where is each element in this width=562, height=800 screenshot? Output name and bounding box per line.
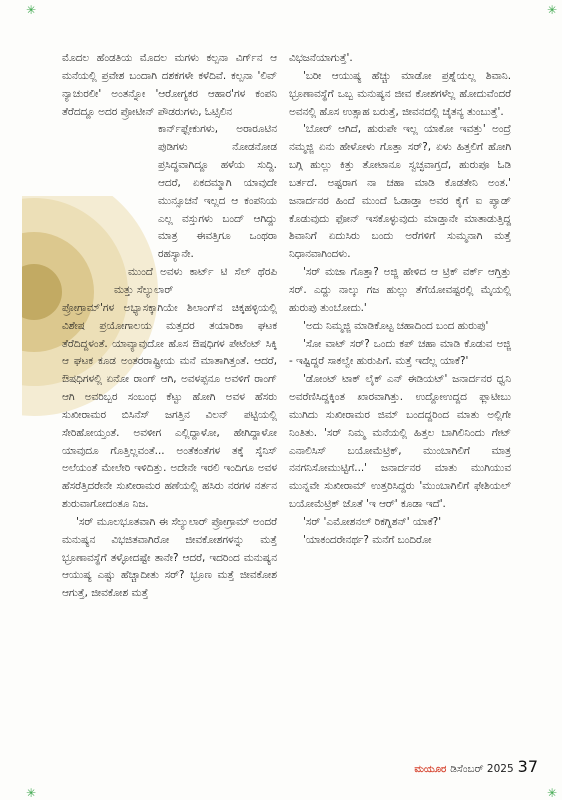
body-paragraph: ಮುಂದೆ ಅವಳು ಕಾರ್ಟ್ ಟಿ ಸೆಲ್ ಥೆರಪಿ ಮತ್ತು ಸೆಲ್ಯುಲಾರ್ (114, 266, 277, 296)
page-number: 37 (517, 757, 538, 776)
registration-mark-icon: ✳ (547, 786, 558, 800)
body-paragraph: 'ಯಾಕಂದರೇನರ್ಥ? ಮನೆಗೆ ಬಂದಿರೋ (303, 533, 432, 546)
body-paragraph: 'ಅದು ನಿಮ್ಮಜ್ಜಿ ಮಾಡಿಕೊಟ್ಟ ಚಹಾದಿಂದ ಬಂದ ಹುರುಪು' (303, 319, 489, 332)
body-paragraph: 'ಬರೀ ಆಯುಷ್ಯ ಹೆಚ್ಚು ಮಾಡೋ ಪ್ರಶ್ನೆಯಲ್ಲ ಶಿವಾನಿ. ಭ್ರೂಣಾವಸ್ಥೆಗೆ ಒಬ್ಬ ಮನುಷ್ಯನ ಜೀವ ಕೋಶಗಳೆಲ್ಲ ಹೋದುವೆಂದರೆ ಅವನಲ್ಲಿ ಹೊಸ ಉತ್ಸಾಹ ಬರುತ್ತೆ, ಜೀವನದಲ್ಲಿ ಚೈತನ್ಯ ತುಂಬುತ್ತೆ'. (289, 69, 511, 118)
body-paragraph: 'ಸರ್ 'ಎಮೋಶನಲ್ ರಿಕಗ್ನಿಶನ್' ಯಾಕೆ?' (303, 515, 442, 528)
body-paragraph: ಮೊದಲ ಹೆಂಡತಿಯ ಮೊದಲ ಮಗಳು ಕಲ್ಪನಾ ವಿರ್ಗ್‌ನ ಆ ಮನೆಯಲ್ಲಿ ಪ್ರವೇಶ ಬಂದಾಗಿ ದಶಕಗಳೇ ಕಳೆದಿವೆ. ಕಲ್ಪನಾ 'ಲಿವ್ ನ್ಯಾಚುರಲೀ' ಅಂತನ್ನೋ 'ಆರೋಗ್ಯಕರ ಆಹಾರ'ಗಳ ಕಂಪನಿ ತೆರೆದದ್ದೂ ಅದರ ಪ್ರೋಟೀನ್ ಪೌಡರುಗಳು, ಓಟ್ಸಿಲಿನ (62, 52, 277, 118)
body-paragraph: ವಿಭಜನೆಯಾಗುತ್ತೆ'. (289, 52, 353, 64)
registration-mark-icon: ✳ (26, 786, 37, 800)
body-paragraph: 'ಬೋರ್ ಆಗಿದೆ, ಹುರುಪೇ ಇಲ್ಲ ಯಾಕೋ ಇವತ್ತು' ಅಂದ್ರೆ ನಮ್ಮಜ್ಜಿ ಏನು ಹೇಳೋಳು ಗೊತ್ತಾ ಸರ್?, ಏಳು ಹಿತ್ತಲಿಗೆ ಹೋಗಿ ಬಗ್ಗಿ ಹುಲ್ಲು ಕಿತ್ತು ತೋಟಾನೂ ಸ್ವಚ್ಛವಾಗ್ತದೆ, ಹುರುಪೂ ಓಡಿ ಬರ್ತದೆ. ಅಷ್ಟರಾಗ ನಾ ಚಹಾ ಮಾಡಿ ಕೊಡತೇನಿ ಅಂತ.' ಜನಾರ್ದನರ ಹಿಂದೆ ಮುಂದೆ ಓಡಾಡ್ತಾ ಅವರ ಕೈಗೆ ಐ ಪ್ಯಾಡ್ ಕೊಡುವುದು ಫೋನ್ ಇಸಕೊಳ್ಳುವುದು ಮಾಡ್ತಾನೇ ಮಾತಾಡುತ್ತಿದ್ದ ಶಿವಾನಿಗೆ ಏದುಸಿರು ಬಂದು ಅರೆಗಳಿಗೆ ಸುಮ್ಮನಾಗಿ ಮತ್ತೆ ನಿಧಾನವಾಗಿಂದಳು. (289, 123, 511, 261)
body-paragraph: ಕಾರ್ನ್‌ಫ್ಲೇಕುಗಳು, ಅರಾರೂಟಿನ ಪುಡಿಗಳು ನೋಡನೋಡ ಪ್ರಸಿದ್ಧವಾಗಿದ್ದೂ ಹಳೆಯ ಸುದ್ದಿ. ಆದರೆ, ಏಕದಮ್ಮಾಗಿ ಯಾವುದೇ ಮುನ್ಸೂಚನೆ ಇಲ್ಲದ ಆ ಕಂಪನಿಯ ಎಲ್ಲ ವಸ್ತುಗಳು ಬಂದ್ ಆಗಿದ್ದು ಮಾತ್ರ ಈವತ್ತಿಗೂ ಒಂಥರಾ ರಹಸ್ಯಾನೇ. (158, 123, 277, 261)
article-column-left (62, 50, 277, 603)
body-paragraph: 'ಸರ್ ಮೂಲಭೂತವಾಗಿ ಈ ಸೆಲ್ಯುಲಾರ್ ಪ್ರೋಗ್ರಾಮ್ ಅಂದರೆ ಮನುಷ್ಯನ ವಿಭಜಿತವಾಗಿರೋ ಜೀವಕೋಶಗಳನ್ನು ಮತ್ತೆ ಭ್ರೂಣಾವಸ್ಥೆಗೆ ತಳ್ಳೋದಷ್ಟೇ ತಾನೇ? ಆದರೆ, ಇದರಿಂದ ಮನುಷ್ಯನ ಆಯುಷ್ಯ ಎಷ್ಟು ಹೆಚ್ಚಾದೀತು ಸರ್? ಭ್ರೂಣ ಮತ್ತೆ ಜೀವಕೋಶ ಆಗುತ್ತೆ, ಜೀವಕೋಶ ಮತ್ತೆ (62, 515, 277, 600)
registration-mark-icon: ✳ (547, 3, 558, 17)
issue-date: ಡಿಸೆಂಬರ್ 2025 (450, 763, 514, 775)
article-column-right (289, 50, 511, 550)
body-paragraph: ಪ್ರೋಗ್ರಾಮ್'ಗಳ ಅಭ್ಯಾಸಕ್ಕಾಗಿಯೇ ಶಿಲಾಂಗ್‌ನ ಚಿಕ್ಕಹಳ್ಳಿಯಲ್ಲಿ ವಿಶೇಷ ಪ್ರಯೋಗಾಲಯ ಮತ್ತದರ ತಯಾರಿಕಾ ಘಟಕ ತೆರೆದಿದ್ದಳಂತೆ. ಯಾವ್ಯಾವುದೋ ಹೊಸ ಔಷಧಿಗಳ ಪೇಟೆಂಟ್ ಸಿಕ್ಕಿ ಆ ಘಟಕ ಕೂಡ ಅಂತರರಾಷ್ಟ್ರೀಯ ಮನೆ ಮಾತಾಗಿತ್ತಂತೆ. ಆದರೆ, ಔಷಧಿಗಳಲ್ಲಿ ಏನೋ ರಾಂಗ್ ಆಗಿ, ಅವಳಪ್ಪನೂ ಅವಳಿಗೆ ರಾಂಗ್ ಆಗಿ ಅವರಿಬ್ಬರ ಸಂಬಂಧ ಕೆಟ್ಟು ಹೋಗಿ ಅವಳ ಹೆಸರು ಸುಖೀರಾಮರ ಬಿಸಿನೆಸ್ ಜಗತ್ತಿನ ವಿಲನ್ ಪಟ್ಟಿಯಲ್ಲಿ ಸೇರಿಹೋಯ್ತಂತೆ. ಅವಳೀಗ ಎಲ್ಲಿದ್ದಾಳೋ, ಹೇಗಿದ್ದಾಳೋ ಯಾವುದೂ ಗೊತ್ತಿಲ್ಲವಂತೆ... ಅಂತೆಕಂತೆಗಳ ತಕ್ಕೆ ಸ್ಕೆನಿಸ್ ಅಲೆಯಂತೆ ಮೇಲೇರಿ ಇಳಿದಿತ್ತು. ಅದೇನೇ ಇರಲಿ ಇಂದಿಗೂ ಅವಳ ಹೆಸರೆತ್ತಿದರೇನೇ ಸುಖೀರಾಮರ ಹಣೆಯಲ್ಲಿ ಹಸಿರು ನರಗಳ ನರ್ತನ ಶುರುವಾಗೋದಂತೂ ನಿಜ. (62, 301, 277, 511)
body-paragraph: 'ಸೋ ವಾಟ್ ಸರ್? ಒಂದು ಕಪ್ ಚಹಾ ಮಾಡಿ ಕೊಡುವ ಅಜ್ಜಿ - ಇಷ್ಟಿದ್ದರೆ ಸಾಕಲ್ವೇ ಹುರುಪಿಗೆ. ಮತ್ತೆ ಇದೆಲ್ಲ ಯಾಕೆ?' (289, 337, 511, 368)
page-footer (414, 757, 538, 776)
body-paragraph: 'ಡೋಂಟ್ ಟಾಕ್ ಲೈಕ್ ಎನ್ ಈಡಿಯಟ್' ಜನಾರ್ದನರ ಧ್ವನಿ ಅವರೆಣಿಸಿದ್ದಕ್ಕಿಂತ ಖಾರವಾಗಿತ್ತು. ಉದ್ದೋಉದ್ದದ ಫ್ಲಾಟೀಬು ಮುಗಿದು ಸುಖೀರಾಮರ ಜಿಮ್ ಬಂದದ್ದರಿಂದ ಮಾತು ಅಲ್ಲಿಗೇ ನಿಂತಿತು. 'ಸರ್ ನಿಮ್ಮ ಮನೆಯಲ್ಲಿ ಹಿತ್ತಲ ಬಾಗಿಲಿನಿಂದು ಗೇಟ್ ಎನಾಲಿಸಿಸ್ ಬಯೋಮೆಟ್ರಿಕ್, ಮುಂಬಾಗಿಲಿಗೆ ಮಾತ್ರ ನನಗನಿಸೋಮುಟ್ಟಿಗೆ...' ಜನಾರ್ದನರ ಮಾತು ಮುಗಿಯುವ ಮುನ್ನವೇ ಸುಖೀರಾಮ್ ಉತ್ತರಿಸಿದ್ದರು 'ಮುಂಬಾಗಿಲಿಗೆ ಫೇಶಿಯಲ್ ಬಯೋಮೆಟ್ರಿಕ್ ಜೊತೆ 'ಇ ಆರ್' ಕೂಡಾ ಇದೆ'. (289, 373, 511, 511)
magazine-name: ಮಯೂರ (414, 764, 447, 775)
body-paragraph: 'ಸರ್ ಮಜಾ ಗೊತ್ತಾ? ಅಜ್ಜಿ ಹೇಳಿದ ಆ ಟ್ರಿಕ್ ವರ್ಕ್ ಆಗ್ತಿತ್ತು ಸರ್. ಎದ್ದು ನಾಲ್ಕು ಗಜ ಹುಲ್ಲು ತೆಗೆಯೋವಷ್ಟರಲ್ಲಿ ಮೈಯಲ್ಲಿ ಹುರುಪು ತುಂಬೋದು.' (289, 266, 511, 314)
registration-mark-icon: ✳ (26, 3, 37, 17)
